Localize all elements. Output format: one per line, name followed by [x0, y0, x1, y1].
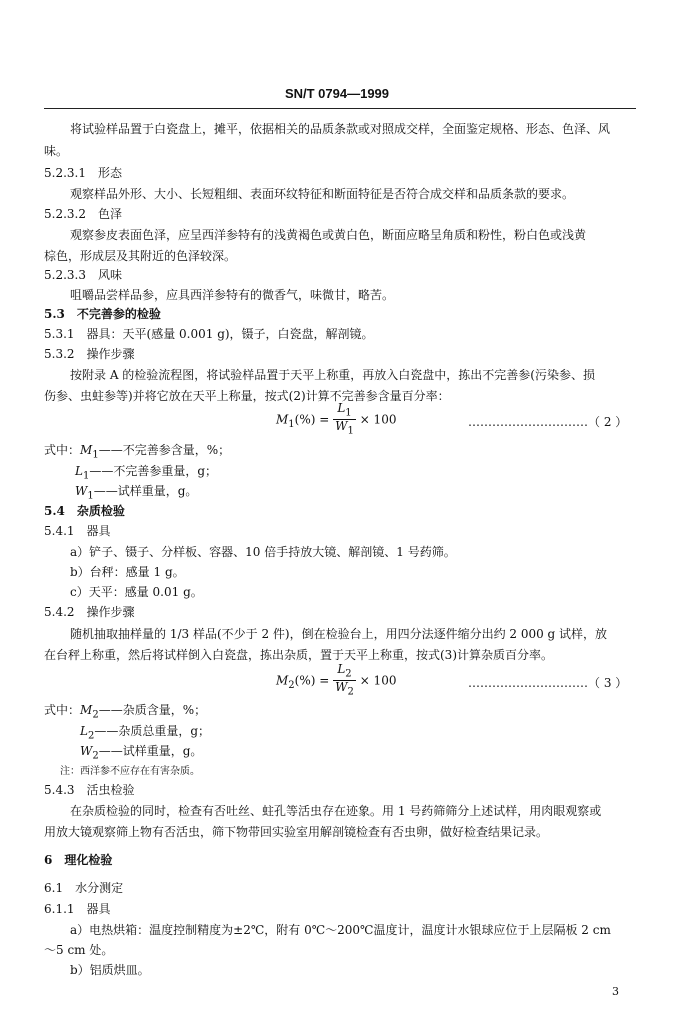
section-heading: 5.3.2 操作步骤 — [44, 347, 135, 361]
variable-definition: $L_1——$不完善参重量，g； — [75, 464, 218, 482]
section-heading: 5.4.2 操作步骤 — [44, 605, 135, 619]
formula-number: …………………………（ 2 ） — [468, 415, 628, 429]
list-item: a）电热烘箱：温度控制精度为±2℃，附有 0℃～200℃温度计，温度计水银球应位于上层隔板 2 cm — [70, 923, 611, 937]
variable-definition: 式中：$M_2——$杂质含量，%； — [44, 703, 207, 721]
section-heading: 5.3 不完善参的检验 — [44, 307, 161, 321]
paragraph-line: 观察参皮表面色泽，应呈西洋参特有的浅黄褐色或黄白色，断面应略呈角质和粉性，粉白色或浅黄 — [70, 228, 587, 242]
section-heading: 5.4.1 器具 — [44, 524, 111, 538]
page-number: 3 — [612, 985, 619, 998]
paragraph-line: 用放大镜观察筛上物有否活虫，筛下物带回实验室用解剖镜检查有否虫卵，做好检查结果记录。 — [44, 825, 549, 839]
list-item: c）天平：感量 0.01 g。 — [70, 585, 203, 599]
variable-definition: $W_1——$试样重量，g。 — [75, 484, 198, 502]
list-item: ～5 cm 处。 — [44, 943, 114, 957]
paragraph-line: 棕色，形成层及其附近的色泽较深。 — [44, 249, 237, 263]
fraction: $\frac{L_2}{W_2}$ — [335, 662, 354, 698]
paragraph-line: 咀嚼品尝样品参，应具西洋参特有的微香气，味微甘，略苦。 — [70, 288, 395, 302]
paragraph-line: 5.3.1 器具：天平(感量 0.001 g)，镊子，白瓷盘，解剖镜。 — [44, 327, 374, 341]
paragraph-line: 观察样品外形、大小、长短粗细、表面环纹特征和断面特征是否符合成交样和品质条款的要求。 — [70, 187, 575, 201]
section-heading: 5.4.3 活虫检验 — [44, 783, 135, 797]
paragraph-line: 伤参、虫蛀参等)并将它放在天平上称量，按式(2)计算不完善参含量百分率： — [44, 389, 450, 403]
formula-3: $M_2(\%)$ = $\frac{L_2}{W_2}$ × 100 — [276, 662, 397, 698]
variable-definition: 式中：$M_1——$不完善参含量，%； — [44, 443, 231, 461]
paragraph-line: 按附录 A 的检验流程图，将试验样品置于天平上称重，再放入白瓷盘中，拣出不完善参(污染参、损 — [70, 368, 595, 382]
fraction: $\frac{L_1}{W_1}$ — [335, 401, 354, 437]
header-rule — [44, 108, 636, 109]
variable-definition: $W_2——$试样重量，g。 — [80, 744, 203, 762]
section-heading: 5.2.3.3 风味 — [44, 268, 122, 282]
section-heading: 6.1.1 器具 — [44, 902, 111, 916]
section-heading: 5.2.3.2 色泽 — [44, 207, 122, 221]
paragraph-line: 随机抽取抽样量的 1/3 样品(不少于 2 件)，倒在检验台上，用四分法逐件缩分出约 2 000 g 试样，放 — [70, 627, 608, 641]
note: 注：西洋参不应存在有害杂质。 — [60, 766, 200, 777]
list-item: a）铲子、镊子、分样板、容器、10 倍手持放大镜、解剖镜、1 号药筛。 — [70, 545, 456, 559]
formula-2: $M_1(\%)$ = $\frac{L_1}{W_1}$ × 100 — [276, 401, 397, 437]
section-heading: 6.1 水分测定 — [44, 881, 124, 895]
section-heading: 6 理化检验 — [44, 853, 113, 867]
standard-code-header: SN/T 0794—1999 — [284, 86, 390, 101]
paragraph-line: 在台秤上称重，然后将试样倒入白瓷盘，拣出杂质，置于天平上称重，按式(3)计算杂质百分率。 — [44, 648, 554, 662]
section-heading: 5.4 杂质检验 — [44, 504, 125, 518]
formula-number: …………………………（ 3 ） — [468, 676, 628, 690]
variable-definition: $L_2——$杂质总重量，g； — [80, 724, 211, 742]
section-heading: 5.2.3.1 形态 — [44, 166, 122, 180]
list-item: b）台秤：感量 1 g。 — [70, 565, 185, 579]
list-item: b）铝质烘皿。 — [70, 963, 150, 977]
paragraph-line: 在杂质检验的同时，检查有否吐丝、蛀孔等活虫存在迹象。用 1 号药筛筛分上述试样，用肉眼观察或 — [70, 804, 602, 818]
paragraph-line: 味。 — [44, 144, 69, 158]
paragraph-line: 将试验样品置于白瓷盘上，摊平，依据相关的品质条款或对照成交样，全面鉴定规格、形态、色泽、风 — [70, 122, 611, 136]
